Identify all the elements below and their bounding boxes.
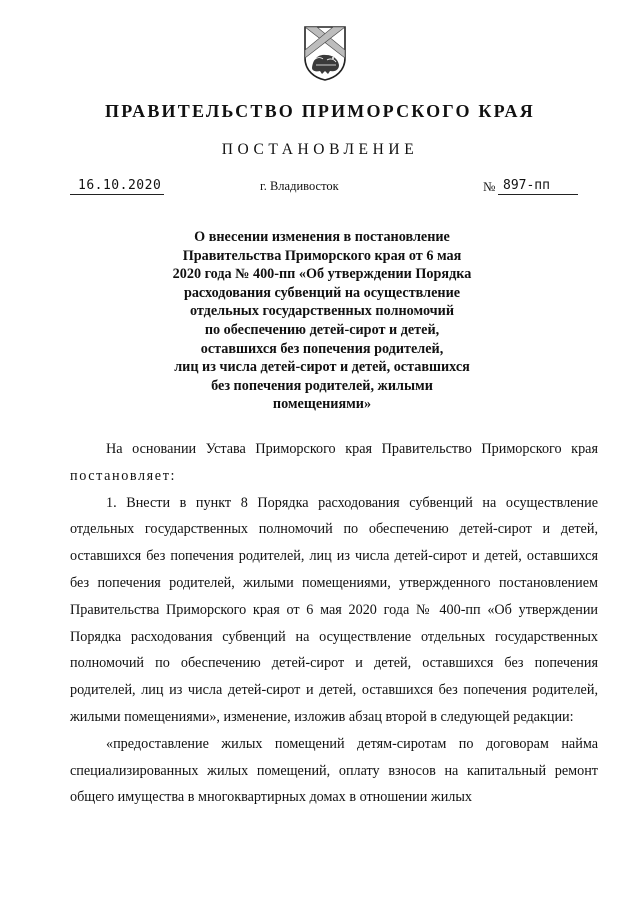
resolves-word: постановляет:: [70, 467, 177, 484]
number-sign: №: [483, 179, 496, 194]
quoted-paragraph: «предоставление жилых помещений детям-сиротам по договорам найма специализированных жилых помещений, оплату взносов на капитальный ремонт общего имущества в многоквартирных домах в отношении жилых: [70, 735, 598, 806]
document-number: 897-пп: [503, 178, 550, 193]
preamble-paragraph: [70, 436, 598, 490]
number-underline: [498, 194, 578, 195]
item-1-paragraph: 1. Внести в пункт 8 Порядка расходования субвенций на осуществление отдельных государственных полномочий по обеспечению детей-сирот и детей, оставшихся без попечения родителей, лиц из числа детей-сирот и детей, оставшихся без попечения родителей, жилыми помещениями, утвержденного постановлением Правительства Приморского края от 6 мая 2020 года № 400-пп «Об утверждении Порядка расходования субвенций на осуществление отдельных государственных полномочий по обеспечению детей-сирот и детей, оставшихся без попечения родителей, лиц из числа детей-сирот и детей, оставшихся без попечения родителей, жилыми помещениями», изменение, изложив абзац второй в следующей редакции:: [70, 494, 598, 725]
preamble-text: На основании Устава Приморского края Правительство Приморского края: [106, 441, 598, 457]
document-title: О внесении изменения в постановление Правительства Приморского края от 6 мая 2020 года № 400-пп «Об утверждении Порядка расходования субвенций на осуществление отдельных государственных полномочий по обеспечению детей-сирот и детей, оставшихся без попечения родителей, лиц из числа детей-сирот и детей, оставшихся без попечения родителей, жилыми помещениями»: [172, 229, 472, 413]
document-body: [70, 436, 598, 811]
document-meta: [70, 178, 578, 200]
document-city: г. Владивосток: [260, 179, 339, 193]
emblem-shield-icon: [302, 24, 348, 82]
document-date: 16.10.2020: [78, 178, 162, 193]
organization-name: ПРАВИТЕЛЬСТВО ПРИМОРСКОГО КРАЯ: [105, 101, 535, 121]
document-type: ПОСТАНОВЛЕНИЕ: [221, 141, 419, 158]
coat-of-arms-icon: [302, 24, 348, 82]
date-underline: [70, 194, 164, 195]
